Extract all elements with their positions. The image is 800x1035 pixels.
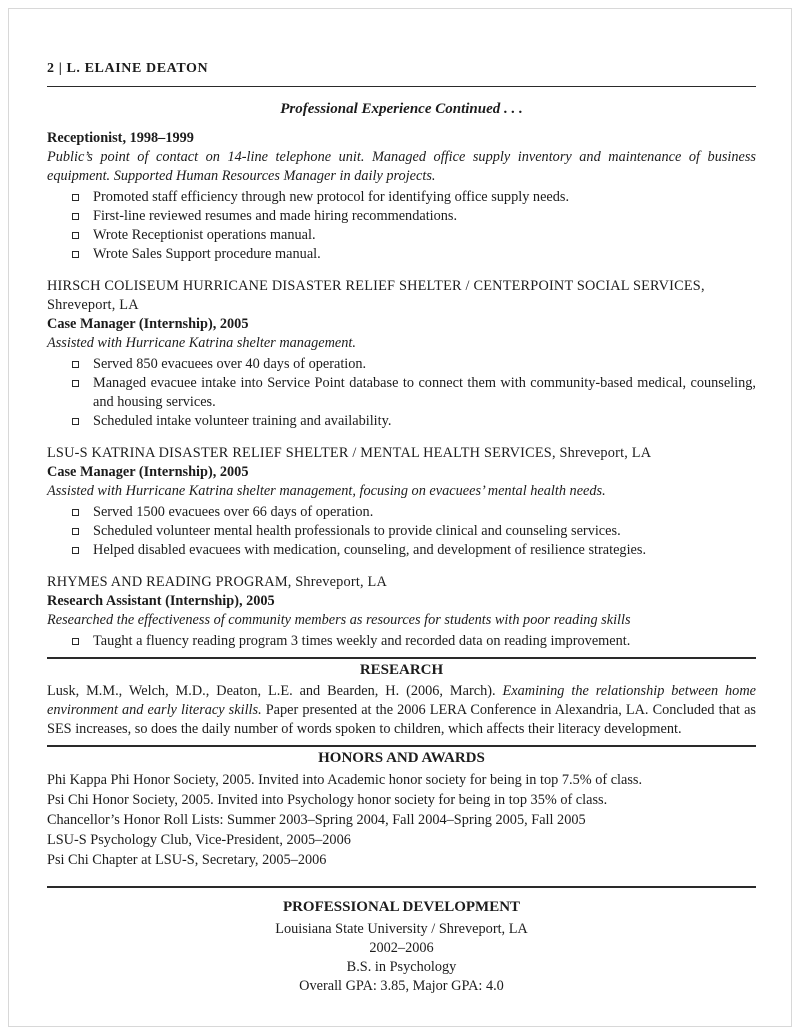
bullet-item — [47, 412, 756, 431]
prof-dev-line: Louisiana State University / Shreveport, LA — [275, 921, 528, 938]
square-bullet-icon — [72, 380, 79, 387]
bullet-text: Served 1500 evacuees over 66 days of operation. — [93, 503, 374, 520]
job-company: RHYMES AND READING PROGRAM, Shreveport, LA — [47, 573, 388, 590]
bullet-text: Scheduled intake volunteer training and availability. — [93, 412, 392, 429]
job-company: LSU-S KATRINA DISASTER RELIEF SHELTER / MENTAL HEALTH SERVICES, Shreveport, LA — [47, 444, 652, 461]
bullet-text: Promoted staff efficiency through new protocol for identifying office supply needs. — [93, 188, 570, 205]
bullet-item — [47, 541, 756, 560]
bullet-item — [47, 503, 756, 522]
square-bullet-icon — [72, 361, 79, 368]
bullet-item — [47, 226, 756, 245]
research-heading: RESEARCH — [359, 661, 444, 678]
job-summary: Assisted with Hurricane Katrina shelter management, focusing on evacuees’ mental health needs. — [47, 482, 606, 499]
job-bullets — [47, 355, 756, 431]
honors-heading: HONORS AND AWARDS — [318, 750, 485, 767]
bullet-text: Served 850 evacuees over 40 days of operation. — [93, 355, 367, 372]
citation-title: Examining the relationship between home environment and early literacy skills. — [47, 683, 756, 719]
bullet-item — [47, 355, 756, 374]
citation-authors: Lusk, M.M., Welch, M.D., Deaton, L.E. and Bearden, H. (2006, March). — [47, 683, 503, 700]
square-bullet-icon — [72, 509, 79, 516]
honors-item: Psi Chi Honor Society, 2005. Invited into Psychology honor society for being in top 35% of class. — [47, 792, 608, 809]
bullet-item — [47, 188, 756, 207]
honors-item: LSU-S Psychology Club, Vice-President, 2005–2006 — [47, 832, 351, 849]
square-bullet-icon — [72, 232, 79, 239]
job-role: Receptionist, 1998–1999 — [47, 129, 194, 146]
square-bullet-icon — [72, 251, 79, 258]
job-entry — [47, 129, 756, 264]
job-summary: Public’s point of contact on 14-line telephone unit. Managed office supply inventory and maintenance of business equipment. Supported Human Resources Manager in daily projects. — [47, 148, 756, 184]
square-bullet-icon — [72, 194, 79, 201]
job-bullets — [47, 188, 756, 264]
section-divider — [47, 745, 756, 747]
page-content — [47, 60, 756, 996]
bullet-text: Taught a fluency reading program 3 times weekly and recorded data on reading improvement. — [93, 632, 631, 649]
honors-item: Phi Kappa Phi Honor Society, 2005. Invited into Academic honor society for being in top 7.5% of class. — [47, 772, 643, 789]
bullet-text: First-line reviewed resumes and made hiring recommendations. — [93, 207, 458, 224]
citation-details: Paper presented at the 2006 LERA Conference in Alexandria, LA. Concluded that as SES increases, so does the daily number of words spoken to children, which affects their literacy development. — [47, 702, 756, 738]
honors-item: Chancellor’s Honor Roll Lists: Summer 2003–Spring 2004, Fall 2004–Spring 2005, Fall 2005 — [47, 812, 586, 829]
square-bullet-icon — [72, 528, 79, 535]
bullet-text: Wrote Receptionist operations manual. — [93, 226, 316, 243]
job-entry — [47, 444, 756, 560]
bullet-item — [47, 522, 756, 541]
prof-dev-line: 2002–2006 — [369, 940, 434, 957]
bullet-text: Scheduled volunteer mental health professionals to provide clinical and counseling services. — [93, 522, 621, 539]
job-entry — [47, 573, 756, 651]
job-role: Research Assistant (Internship), 2005 — [47, 592, 275, 609]
bullet-text: Managed evacuee intake into Service Point database to connect them with community-based medical, counseling, and housing services. — [93, 374, 756, 410]
job-summary: Researched the effectiveness of community members as resources for students with poor reading skills — [47, 611, 631, 628]
bullet-item — [47, 374, 756, 412]
bullet-item — [47, 207, 756, 226]
honors-item: Psi Chi Chapter at LSU-S, Secretary, 2005–2006 — [47, 852, 327, 869]
job-summary: Assisted with Hurricane Katrina shelter management. — [47, 334, 356, 351]
bullet-item — [47, 245, 756, 264]
professional-development-section — [47, 898, 756, 996]
bullet-item — [47, 632, 756, 651]
job-role: Case Manager (Internship), 2005 — [47, 315, 249, 332]
job-bullets — [47, 632, 756, 651]
page-header: 2 | L. ELAINE DEATON — [47, 60, 756, 87]
job-company: HIRSCH COLISEUM HURRICANE DISASTER RELIEF SHELTER / CENTERPOINT SOCIAL SERVICES, Shreveport, LA — [47, 277, 705, 313]
prof-dev-line: Overall GPA: 3.85, Major GPA: 4.0 — [299, 978, 504, 995]
section-divider — [47, 886, 756, 888]
square-bullet-icon — [72, 638, 79, 645]
section-divider — [47, 657, 756, 659]
square-bullet-icon — [72, 213, 79, 220]
bullet-text: Wrote Sales Support procedure manual. — [93, 245, 321, 262]
honors-list — [47, 771, 756, 870]
square-bullet-icon — [72, 547, 79, 554]
job-bullets — [47, 503, 756, 560]
research-citation — [47, 682, 756, 739]
continued-section-title: Professional Experience Continued . . . — [280, 100, 523, 117]
job-role: Case Manager (Internship), 2005 — [47, 463, 249, 480]
job-entry — [47, 277, 756, 431]
bullet-text: Helped disabled evacuees with medication, counseling, and development of resilience strategies. — [93, 541, 647, 558]
prof-dev-line: B.S. in Psychology — [346, 959, 457, 976]
square-bullet-icon — [72, 418, 79, 425]
professional-development-heading: PROFESSIONAL DEVELOPMENT — [282, 899, 521, 916]
